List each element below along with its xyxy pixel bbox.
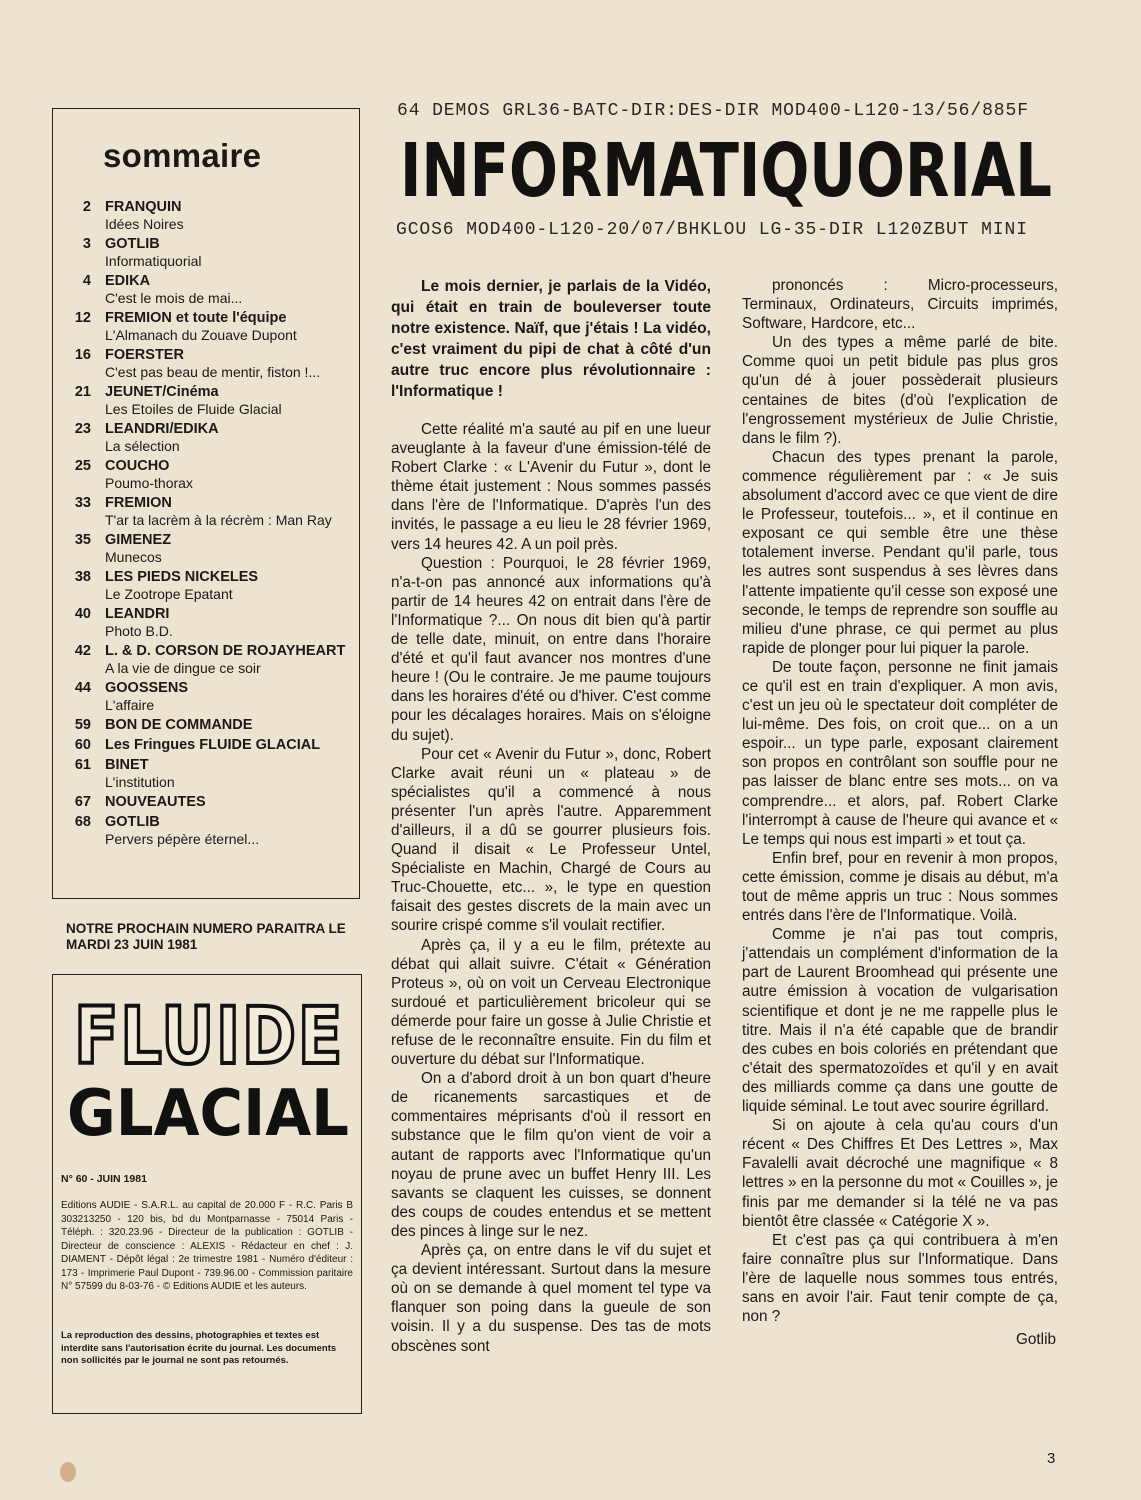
toc-entry: [53, 310, 359, 344]
toc-entry-subtitle: Photo B.D.: [105, 623, 173, 639]
sommaire-title: sommaire: [103, 137, 262, 174]
toc-page-number: 4: [82, 273, 91, 289]
toc-entry: [53, 347, 359, 381]
table-of-contents: [52, 108, 360, 899]
toc-entry-subtitle: Informatiquorial: [105, 253, 202, 269]
toc-page-number: 33: [74, 495, 91, 511]
toc-entry: [53, 458, 359, 492]
toc-entry: [53, 717, 359, 734]
article-paragraph: On a d'abord droit à un bon quart d'heure de ricanements sarcastiques et de commentaires méprisants d'où il ressort en substance que le film qu'on vient de voir a autant de rapports avec l'Informatique qu'un noyau de prune avec un buffet Henry III. Les savants se claquent les cuisses, se donnent des coups de coudes entendus et se mettent des pinces à linge sur le nez.: [391, 1070, 711, 1240]
toc-entry-title: FREMION: [105, 495, 172, 511]
toc-list: [53, 199, 359, 851]
toc-entry: [53, 495, 359, 529]
toc-entry: [53, 199, 359, 233]
toc-entry: [53, 273, 359, 307]
toc-page-number: 12: [74, 310, 91, 326]
toc-entry-title: GIMENEZ: [105, 532, 172, 548]
toc-page-number: 38: [74, 569, 91, 585]
toc-entry-title: LEANDRI/EDIKA: [105, 421, 219, 437]
toc-entry-title: BON DE COMMANDE: [105, 717, 253, 733]
toc-entry-subtitle: L'institution: [105, 774, 175, 790]
toc-entry-title: GOTLIB: [105, 814, 160, 830]
toc-page-number: 42: [74, 643, 91, 659]
toc-page-number: 25: [74, 458, 91, 474]
toc-entry-subtitle: L'Almanach du Zouave Dupont: [105, 327, 297, 343]
toc-page-number: 61: [74, 757, 91, 773]
toc-entry-title: NOUVEAUTES: [105, 794, 206, 810]
toc-page-number: 44: [74, 680, 91, 696]
toc-entry: [53, 814, 359, 848]
masthead-box: [52, 974, 362, 1414]
article-paragraph: Pour cet « Avenir du Futur », donc, Robert Clarke avait réuni un « plateau » de spécialistes qu'il a commencé à nous présenter l'un après l'autre. Apparemment d'ailleurs, il a dû se gourrer plusieurs fois. Quand il disait « Le Professeur Untel, Spécialiste en Machin, Chargé de Cours au Truc-Chouette, etc... », le type en question faisait des gestes discrets de la main avec un sourire crispé comme s'il voulait rectifier.: [391, 745, 711, 935]
toc-entry: [53, 680, 359, 714]
next-issue-notice: NOTRE PROCHAIN NUMERO PARAITRA LE MARDI 23 JUIN 1981: [66, 921, 346, 952]
toc-entry: [53, 606, 359, 640]
article-paragraph: Enfin bref, pour en revenir à mon propos, cette émission, comme je disais au début, m'a tout de même appris un truc : Nous sommes entrés dans l'ère de l'Informatique. Voilà.: [742, 849, 1058, 925]
toc-entry: [53, 421, 359, 455]
toc-entry-subtitle: Le Zootrope Epatant: [105, 586, 233, 602]
toc-page-number: 40: [74, 606, 91, 622]
article-paragraph: Chacun des types prenant la parole, commence régulièrement par : « Je suis absolument d'accord avec ce que vient de dire le Professeur, toutefois... », et il continue en exposant ce qui semble être une thèse totalement inverse. Pendant qu'il parle, tous les autres sont suspendus à ses lèvres dans l'attente impatiente qu'il cesse son exposé une seconde, le temps de reprendre son souffle au milieu d'une phrase, ce qui permet au plus rapide de plonger pour lui piquer la parole.: [742, 448, 1058, 657]
toc-entry-title: GOOSSENS: [105, 680, 188, 696]
toc-entry-title: BINET: [105, 757, 149, 773]
toc-entry-title: FOERSTER: [105, 347, 184, 363]
code-line-top: 64 DEMOS GRL36-BATC-DIR:DES-DIR MOD400-L120-13/56/885F: [397, 101, 1029, 121]
toc-entry-subtitle: A la vie de dingue ce soir: [105, 660, 261, 676]
article-paragraph: Un des types a même parlé de bite. Comme quoi un petit bidule pas plus gros qu'un dé à jouer possèderait plusieurs centaines de bites (d'où l'explication de l'engrossement mystérieux de Julie Christie, dans le film ?).: [742, 334, 1058, 447]
article-column-1: [391, 276, 711, 1356]
toc-entry-title: EDIKA: [105, 273, 151, 289]
article-paragraph: Cette réalité m'a sauté au pif en une lueur aveuglante à la faveur d'une émission-télé de Robert Clarke : « L'Avenir du Futur », dont le thème était justement : Nous sommes passés dans l'ère de l'Informatique. D'après l'un des invités, le passage a eu lieu le 28 février 1969, vers 14 heures 42. A un poil près.: [391, 421, 711, 553]
toc-entry-subtitle: Munecos: [105, 549, 162, 565]
toc-page-number: 21: [74, 384, 91, 400]
publisher-credits: Editions AUDIE - S.A.R.L. au capital de 20.000 F - R.C. Paris B 303213250 - 120 bis, bd du Montparnasse - 75014 Paris - Téléph. : 320.23.96 - Directeur de la publication : GOTLIB - Directeur de conscience : ALEXIS - Rédacteur en chef : J. DIAMENT - Dépôt légal : 2e trimestre 1981 - Numéro d'éditeur : 173 - Imprimerie Paul Dupont - 739.96.00 - Commission paritaire N° 57599 du 8-03-76 - © Editions AUDIE et les auteurs.: [61, 1200, 353, 1292]
page-number: 3: [1047, 1450, 1056, 1467]
toc-entry: [53, 757, 359, 791]
toc-entry-subtitle: La sélection: [105, 438, 180, 454]
toc-entry-title: JEUNET/Cinéma: [105, 384, 219, 400]
toc-entry-title: FREMION et toute l'équipe: [105, 310, 287, 326]
toc-entry-title: FRANQUIN: [105, 199, 182, 215]
toc-page-number: 3: [82, 236, 91, 252]
article-lead: Le mois dernier, je parlais de la Vidéo, qui était en train de bouleverser toute notre existence. Naïf, que j'étais ! La vidéo, c'est vraiment du pipi de chat à côté d'un autre truc encore plus révolutionnaire : l'Informatique !: [391, 278, 711, 400]
toc-entry: [53, 737, 359, 754]
author-signature: Gotlib: [1016, 1331, 1056, 1349]
toc-entry: [53, 532, 359, 566]
toc-page-number: 60: [74, 737, 91, 753]
toc-page-number: 2: [82, 199, 91, 215]
toc-page-number: 16: [74, 347, 91, 363]
glacial-logo: [63, 1077, 353, 1151]
toc-entry-subtitle: T'ar ta lacrèm à la récrèm : Man Ray: [105, 512, 332, 528]
toc-entry-title: LES PIEDS NICKELES: [105, 569, 259, 585]
toc-entry-subtitle: L'affaire: [105, 697, 155, 713]
article-paragraph: Après ça, on entre dans le vif du sujet et ça devient intéressant. Surtout dans la mesure où on se demande à quel moment tel type va flanquer son poing dans la gueule de son voisin. Il y a du suspense. Des tas de mots obscènes sont: [391, 1242, 711, 1355]
article-paragraph: Après ça, il y a eu le film, prétexte au débat qui allait suivre. C'était « Génération Proteus », où on voit un Cerveau Electronique surdoué et particulièrement bricoleur qui se démerde pour faire un gosse à Julie Christie et refuse de le reconnaître ensuite. Fin du film et ouverture du débat sur l'Informatique.: [391, 936, 711, 1069]
toc-entry-subtitle: C'est le mois de mai...: [105, 290, 243, 306]
fluide-logo: [67, 992, 351, 1082]
toc-entry: [53, 236, 359, 270]
toc-entry-title: LEANDRI: [105, 606, 170, 622]
code-line-bottom: GCOS6 MOD400-L120-20/07/BHKLOU LG-35-DIR L120ZBUT MINI: [396, 220, 1028, 240]
toc-page-number: 67: [74, 794, 91, 810]
logo-text-glacial: GLACIAL: [67, 1077, 349, 1151]
article-paragraph: Comme je n'ai pas tout compris, j'attendais un complément d'information de la part de Laurent Broomhead qui présente une autre émission à vocation de vulgarisation scientifique et dont je ne me rappelle plus le titre. Mais il n'a été capable que de brandir des cubes en bois coloriés en prétendant que c'était des spermatozoïdes et qu'il y en avait des milliards comme ça dans une goutte de liquide séminal. Le tout avec sourire égrillard.: [742, 926, 1058, 1116]
headline: [396, 128, 1056, 214]
toc-page-number: 68: [74, 814, 91, 830]
article-paragraph: Question : Pourquoi, le 28 février 1969, n'a-t-on pas annoncé aux informations qu'à partir de 14 heures 42 on entrait dans l'ère de l'Informatique ?... On nous dit bien qu'à partir de telle date, minuit, on entre dans l'horaire d'été et qu'il faut avancer nos montres d'une heure ! (Ou le contraire. Je me paume toujours dans les horaires d'été ou d'hiver. C'est comme pour les décalages horaires. Mais on s'éloigne du sujet).: [391, 554, 711, 744]
toc-entry-title: Les Fringues FLUIDE GLACIAL: [105, 737, 321, 753]
toc-page-number: 59: [74, 717, 91, 733]
toc-page-number: 23: [74, 421, 91, 437]
toc-entry-subtitle: Poumo-thorax: [105, 475, 193, 491]
toc-entry: [53, 643, 359, 677]
logo-text-fluide: FLUIDE: [74, 992, 344, 1082]
toc-entry-subtitle: Les Etoiles de Fluide Glacial: [105, 401, 282, 417]
headline-text: INFORMATIQUORIAL: [400, 128, 1052, 214]
article-paragraph: prononcés : Micro-processeurs, Terminaux, Ordinateurs, Circuits imprimés, Software, Hardcore, etc...: [742, 277, 1058, 333]
toc-entry-title: COUCHO: [105, 458, 170, 474]
toc-entry: [53, 384, 359, 418]
toc-entry-subtitle: Pervers pépère éternel...: [105, 831, 260, 847]
toc-page-number: 35: [74, 532, 91, 548]
legal-notice: La reproduction des dessins, photographies et textes est interdite sans l'autorisation écrite du journal. Les documents non sollicités par le journal ne sont pas retournés.: [61, 1330, 337, 1366]
toc-entry-title: GOTLIB: [105, 236, 160, 252]
toc-entry-subtitle: C'est pas beau de mentir, fiston !...: [105, 364, 321, 380]
article-column-2: [742, 276, 1058, 1349]
toc-entry: [53, 794, 359, 811]
toc-entry-subtitle: Idées Noires: [105, 216, 184, 232]
paper-stain: [60, 1462, 76, 1482]
toc-entry-title: L. & D. CORSON DE ROJAYHEART: [105, 643, 346, 659]
article-paragraph: De toute façon, personne ne finit jamais ce qu'il est en train d'expliquer. A mon avis, c'est un jeu où le spectateur doit compléter de lui-même. Des fois, on croit que... on a un espoir... un type parle, exposant clairement son propos en contrôlant son souffle pour ne pas laisser de blanc entre ses mots... on va comprendre... et alors, paf. Robert Clarke l'interrompt à cause de l'heure qui avance et « Le temps qui nous est imparti » et tout ça.: [742, 658, 1058, 848]
article-paragraph: Et c'est pas ça qui contribuera à m'en faire connaître plus sur l'Informatique. Dans l'ère de laquelle nous sommes tous entrés, sans en avoir l'air. Faut tenir compte de ça, non ?: [742, 1231, 1058, 1326]
article-paragraph: Si on ajoute à cela qu'au cours d'un récent « Des Chiffres Et Des Lettres », Max Favalelli avait décroché une magnifique « 8 lettres » en la personne du mot « Couilles », je finis par me demander si la télé ne va pas bientôt être classée « Catégorie X ».: [742, 1117, 1058, 1230]
toc-entry: [53, 569, 359, 603]
issue-number: N° 60 - JUIN 1981: [61, 1173, 147, 1185]
